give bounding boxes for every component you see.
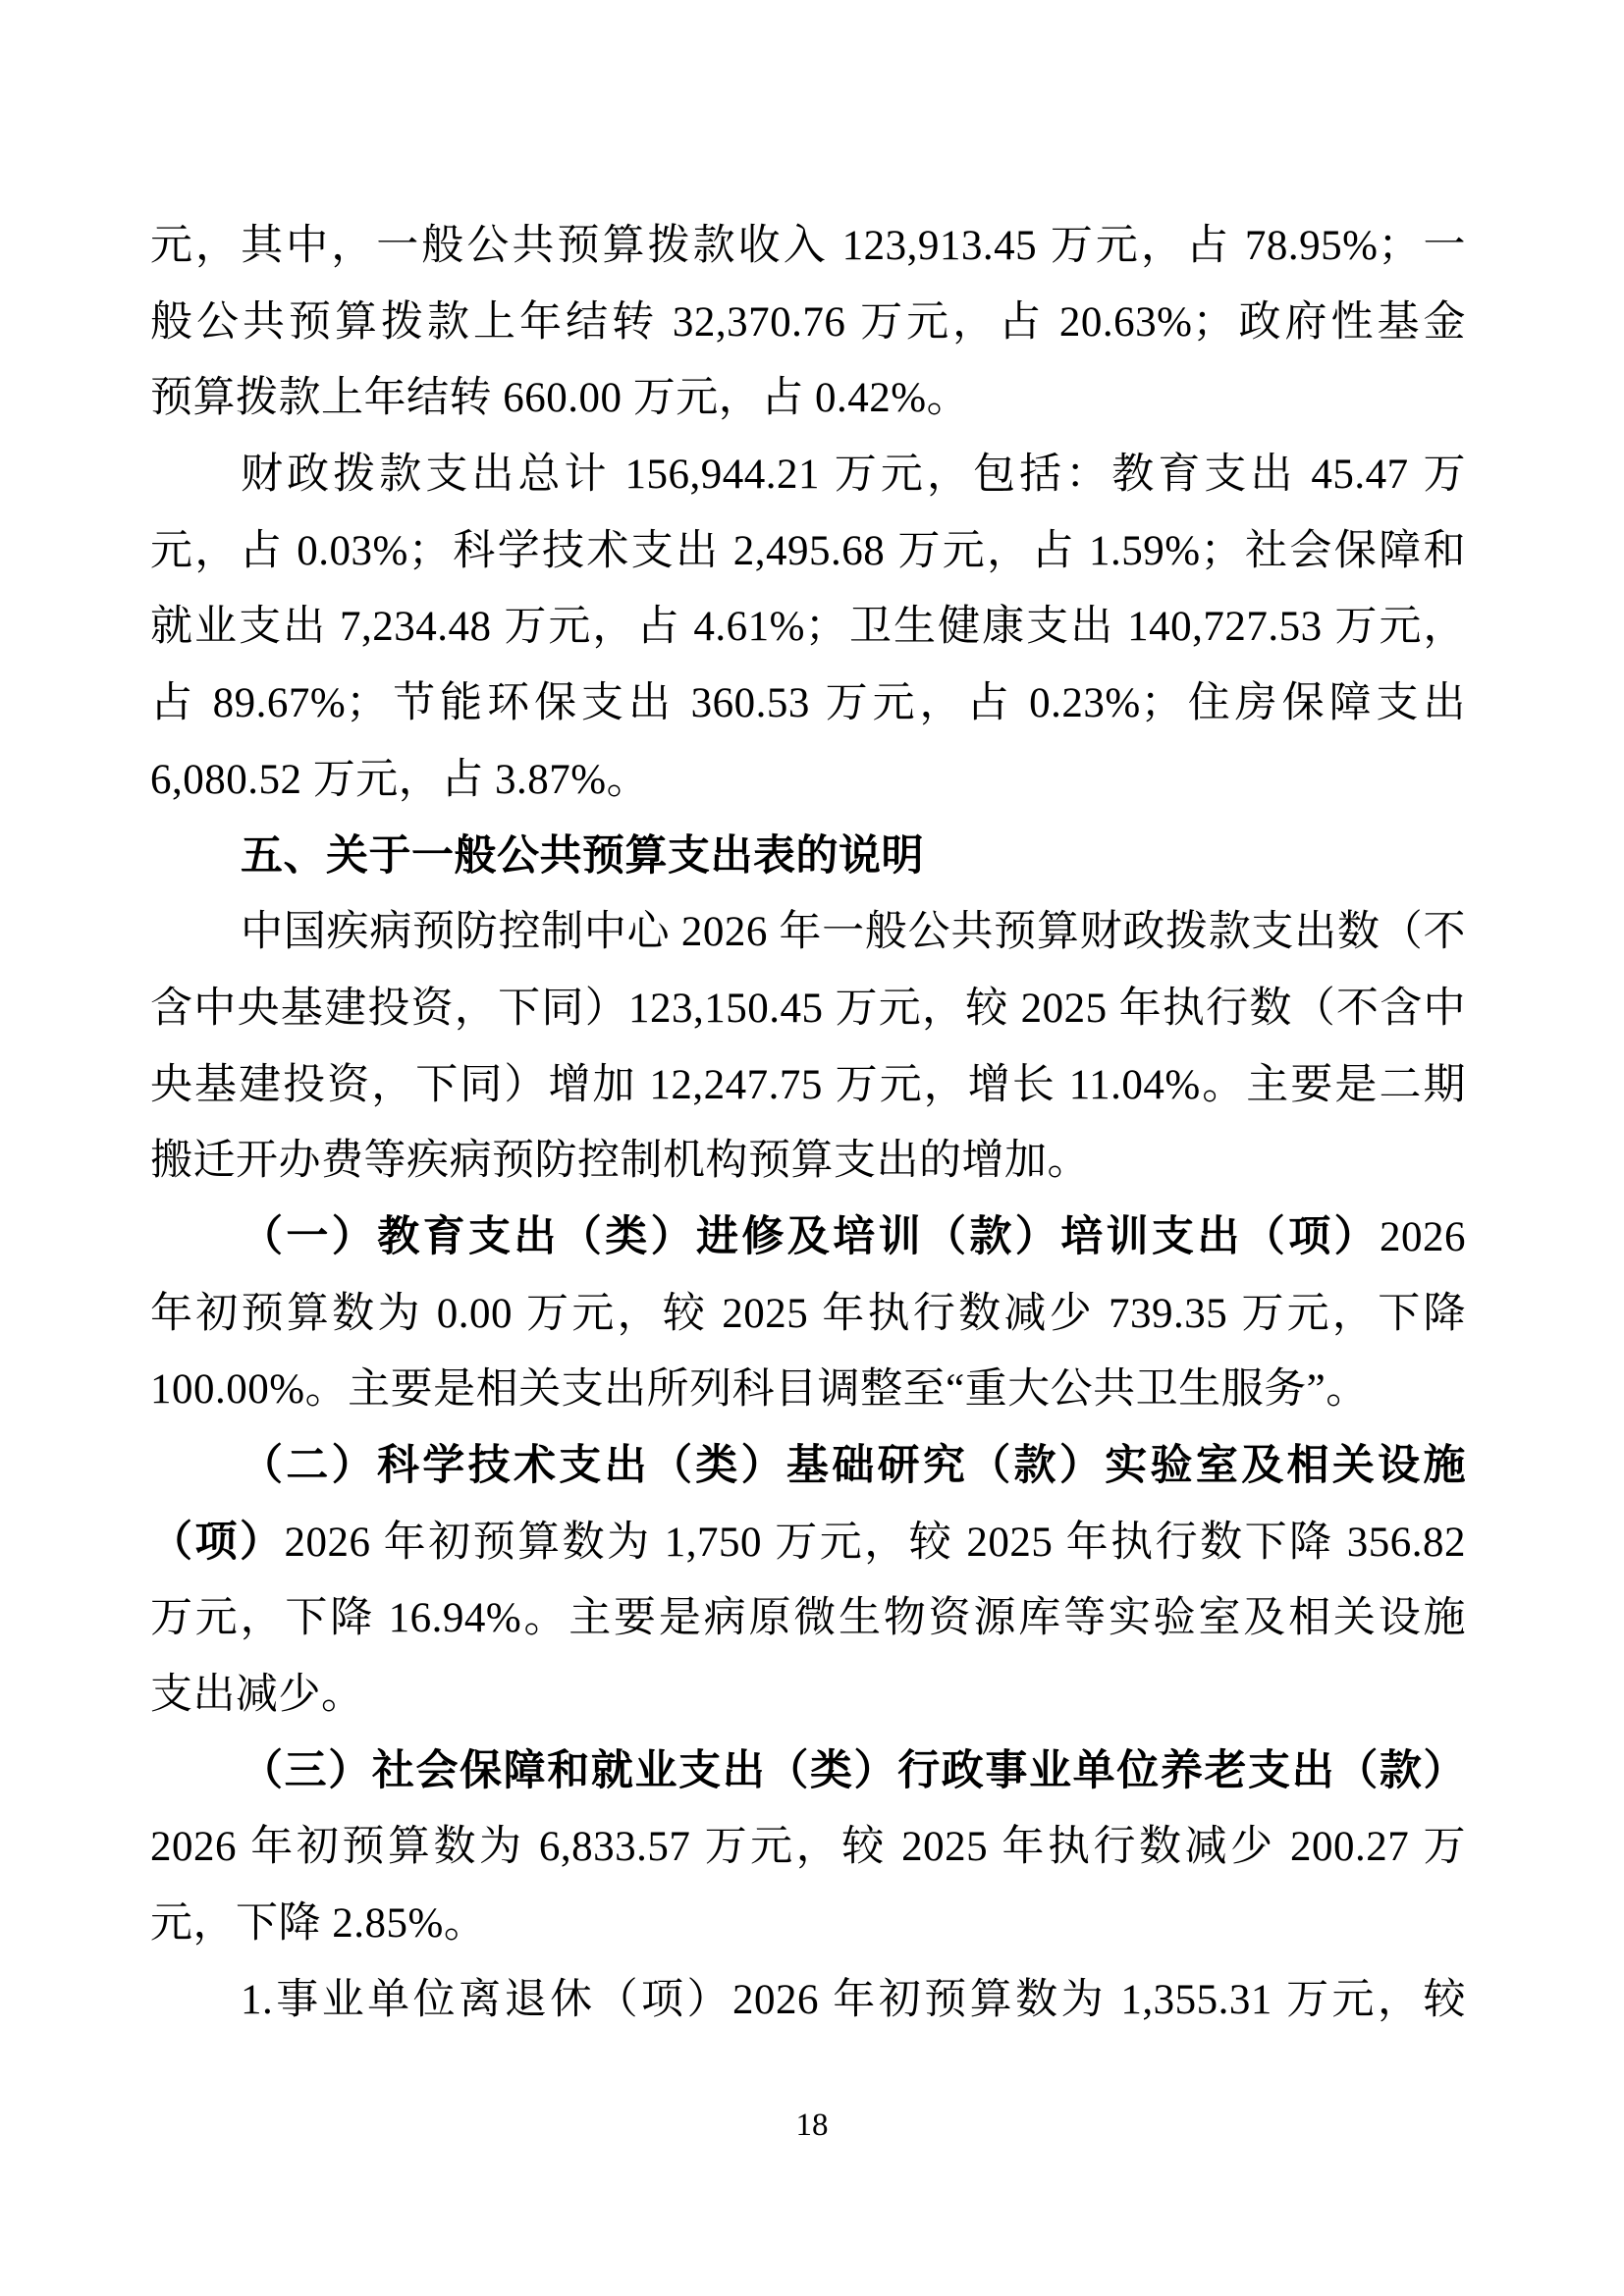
text-segment: 就业支出 7,234.48 万元，占 4.61%；卫生健康支出 140,727.53 万元，: [150, 604, 1466, 651]
text-segment: 搬迁开办费等疾病预防控制机构预算支出的增加。: [150, 1138, 1090, 1185]
text-line: [150, 1276, 1466, 1353]
text-line: [150, 1734, 1466, 1810]
text-line: [150, 1962, 1466, 2039]
text-line: [150, 1047, 1466, 1124]
text-segment: 央基建投资，下同）增加 12,247.75 万元，增长 11.04%。主要是二期: [150, 1061, 1466, 1108]
bold-text-segment: （二）科学技术支出（类）基础研究（款）实验室及相关设施: [241, 1443, 1466, 1489]
section-heading: [150, 819, 1466, 895]
text-segment: 财政拨款支出总计 156,944.21 万元，包括：教育支出 45.47 万: [241, 452, 1466, 499]
text-segment: 1.事业单位离退休（项）2026 年初预算数为 1,355.31 万元，较: [241, 1976, 1466, 2023]
text-line: [150, 208, 1466, 285]
text-segment: 6,080.52 万元，占 3.87%。: [150, 756, 650, 803]
text-segment: 2026 年初预算数为 1,750 万元，较 2025 年执行数下降 356.82: [284, 1519, 1466, 1566]
text-segment: 般公共预算拨款上年结转 32,370.76 万元，占 20.63%；政府性基金: [150, 298, 1466, 346]
text-segment: 元，占 0.03%；科学技术支出 2,495.68 万元，占 1.59%；社会保障和: [150, 527, 1466, 574]
text-line: [150, 513, 1466, 590]
text-segment: 2026: [1380, 1213, 1466, 1260]
text-segment: 含中央基建投资，下同）123,150.45 万元，较 2025 年执行数（不含中: [150, 985, 1466, 1032]
text-segment: 中国疾病预防控制中心 2026 年一般公共预算财政拨款支出数（不: [241, 909, 1466, 956]
page-number: 18: [795, 2108, 829, 2143]
text-line: [150, 1886, 1466, 1962]
text-segment: 2026 年初预算数为 6,833.57 万元，较 2025 年执行数减少 200.27 万: [150, 1824, 1466, 1871]
text-line: [150, 666, 1466, 742]
text-line: [150, 1200, 1466, 1276]
bold-text-segment: （三）社会保障和就业支出（类）行政事业单位养老支出（款）: [241, 1747, 1466, 1794]
text-line: [150, 1809, 1466, 1886]
text-line: [150, 971, 1466, 1047]
bold-text-segment: （项）: [150, 1519, 285, 1566]
text-segment: 占 89.67%；节能环保支出 360.53 万元，占 0.23%；住房保障支出: [150, 680, 1466, 727]
text-line: [150, 1580, 1466, 1657]
text-segment: 100.00%。主要是相关支出所列科目调整至“重大公共卫生服务”。: [150, 1366, 1369, 1414]
text-line: [150, 1505, 1466, 1581]
bold-text-segment: 五、关于一般公共预算支出表的说明: [241, 831, 924, 880]
text-segment: 元，其中，一般公共预算拨款收入 123,913.45 万元，占 78.95%；一: [150, 223, 1466, 269]
text-line: [150, 742, 1466, 819]
text-segment: 元，下降 2.85%。: [150, 1900, 487, 1948]
text-line: [150, 437, 1466, 513]
text-line: [150, 894, 1466, 971]
text-segment: 支出减少。: [150, 1672, 364, 1719]
text-line: [150, 285, 1466, 361]
bold-text-segment: （一）教育支出（类）进修及培训（款）培训支出（项）: [241, 1213, 1380, 1260]
text-line: [150, 360, 1466, 437]
text-segment: 年初预算数为 0.00 万元，较 2025 年执行数减少 739.35 万元，下降: [150, 1290, 1466, 1337]
document-body: [150, 208, 1466, 2039]
text-line: [150, 1657, 1466, 1734]
text-segment: 预算拨款上年结转 660.00 万元，占 0.42%。: [150, 375, 970, 422]
text-line: [150, 1123, 1466, 1200]
text-line: [150, 589, 1466, 666]
text-line: [150, 1352, 1466, 1428]
text-line: [150, 1428, 1466, 1505]
text-segment: 万元，下降 16.94%。主要是病原微生物资源库等实验室及相关设施: [150, 1595, 1466, 1642]
